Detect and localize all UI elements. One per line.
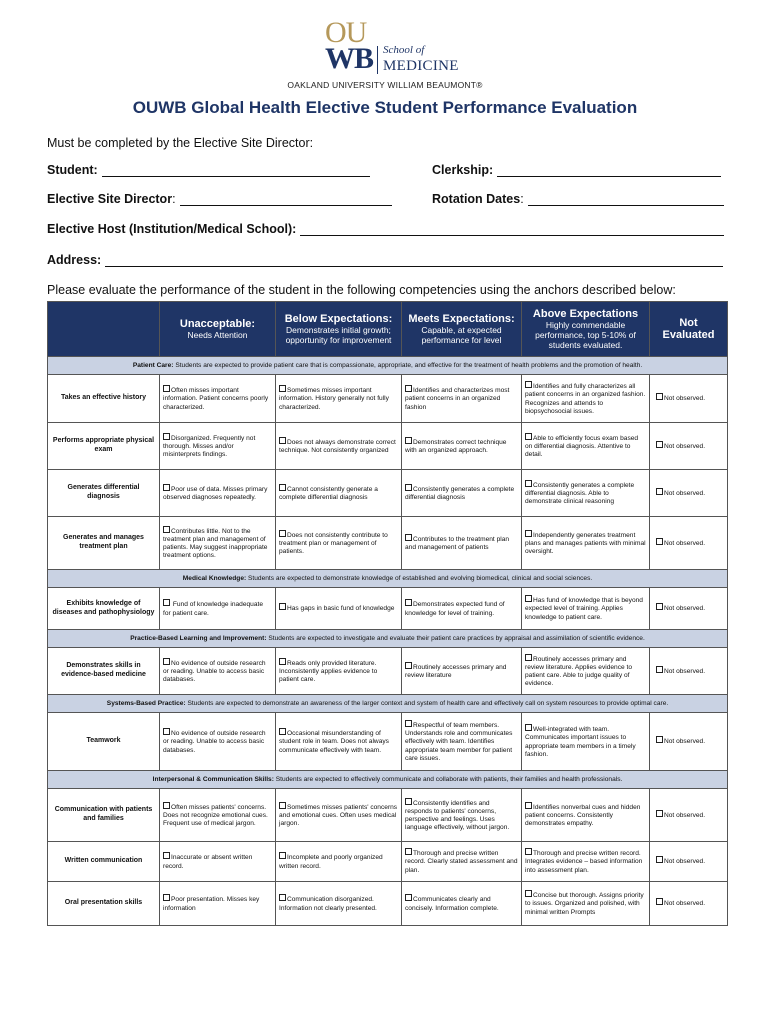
checkbox-icon[interactable] [163, 728, 170, 735]
rating-option-below[interactable] [276, 713, 402, 771]
rating-option-text: Thorough and precise written record. Clearly stated assessment and plan. [405, 850, 518, 874]
rating-option-text: Identifies nonverbal cues and hidden patient concerns. Consistently demonstrates empathy. [525, 803, 641, 828]
checkbox-icon[interactable] [279, 852, 286, 859]
rating-option-above[interactable] [522, 517, 650, 570]
rating-option-above[interactable] [522, 588, 650, 630]
competency-label: Performs appropriate physical exam [48, 423, 160, 470]
header-below [276, 302, 402, 357]
rating-option-above[interactable] [522, 842, 650, 882]
checkbox-icon[interactable] [163, 894, 170, 901]
table-row [48, 648, 728, 695]
checkbox-icon[interactable] [525, 381, 532, 388]
site-director-colon: : [172, 192, 176, 206]
checkbox-icon[interactable] [279, 658, 286, 665]
header-above [522, 302, 650, 357]
checkbox-icon[interactable] [525, 724, 532, 731]
rating-option-meets[interactable] [402, 789, 522, 842]
checkbox-icon[interactable] [405, 894, 412, 901]
rating-option-meets[interactable] [402, 648, 522, 695]
clerkship-field[interactable] [432, 163, 721, 177]
section-label: Interpersonal & Communication Skills: [152, 776, 274, 783]
rotation-dates-field[interactable] [432, 192, 724, 206]
section-description [48, 357, 728, 375]
rating-option-not[interactable] [650, 789, 728, 842]
rating-option-meets[interactable] [402, 470, 522, 517]
table-header-row [48, 302, 728, 357]
rating-option-text: Communicates clearly and concisely. Information complete. [405, 896, 499, 912]
rating-option-text: Thorough and precise written record. Integrates evidence – based information into assessment plan. [525, 850, 643, 874]
rating-option-text: Cannot consistently generate a complete differential diagnosis [279, 485, 378, 501]
rating-option-not[interactable] [650, 470, 728, 517]
checkbox-icon[interactable] [656, 736, 663, 743]
section-label: Systems-Based Practice: [106, 700, 186, 707]
checkbox-icon[interactable] [405, 437, 412, 444]
rating-option-unacceptable[interactable] [160, 882, 276, 926]
rating-option-text: Not observed. [664, 605, 706, 613]
address-field[interactable] [47, 253, 723, 267]
section-text: Students are expected to effectively communicate and collaborate with patients, their families and health professionals. [273, 776, 623, 783]
rating-option-unacceptable[interactable] [160, 842, 276, 882]
table-row [48, 423, 728, 470]
rating-option-text: Independently generates treatment plans and manages patients with minimal oversight. [525, 531, 646, 556]
rating-option-text: Concise but thorough. Assigns priority to issues. Organized and polished, with minimal written Prompts [525, 892, 644, 916]
competency-label: Demonstrates skills in evidence-based medicine [48, 648, 160, 695]
rating-option-text: Has fund of knowledge that is beyond expected level of training. Applies knowledge to patient care. [525, 597, 643, 621]
header-above-title: Above Expectations [532, 308, 639, 320]
checkbox-icon[interactable] [656, 393, 663, 400]
rating-option-not[interactable] [650, 375, 728, 423]
section-description [48, 771, 728, 789]
site-director-line[interactable] [180, 193, 392, 206]
header-unacceptable [160, 302, 276, 357]
header-meets [402, 302, 522, 357]
logo-divider [377, 46, 378, 74]
rating-option-text: Poor use of data. Misses primary observed diagnoses repeatedly. [163, 485, 268, 501]
checkbox-icon[interactable] [405, 599, 412, 606]
logo-ou-text: OU [325, 16, 367, 49]
checkbox-icon[interactable] [279, 728, 286, 735]
rating-option-text: Contributes little. Not to the treatment plan and management of patients. May suggest inappropriate treatment options. [163, 527, 268, 560]
logo-medicine: MEDICINE [383, 58, 459, 74]
rating-option-text: No evidence of outside research or reading. Unable to access basic databases. [163, 730, 266, 754]
rating-option-meets[interactable] [402, 423, 522, 470]
rating-option-text: Sometimes misses patients' concerns and emotional cues. Often uses medical jargon. [279, 803, 398, 828]
header-above-sub: Highly commendable performance, top 5-10% of students evaluated. [535, 320, 636, 350]
checkbox-icon[interactable] [525, 802, 532, 809]
rating-option-above[interactable] [522, 470, 650, 517]
checkbox-icon[interactable] [279, 437, 286, 444]
instructions: Please evaluate the performance of the student in the following competencies using the anchors described below: [47, 283, 676, 297]
header-not-evaluated: Not Evaluated [650, 302, 728, 357]
rating-option-unacceptable[interactable] [160, 375, 276, 423]
checkbox-icon[interactable] [656, 441, 663, 448]
rating-option-text: Sometimes misses important information. History generally not fully characterized. [279, 387, 389, 411]
rating-option-text: Disorganized. Frequently not thorough. Misses and/or misinterprets findings. [163, 434, 256, 459]
rating-option-text: Routinely accesses primary and review literature [405, 663, 507, 679]
checkbox-icon[interactable] [525, 433, 532, 440]
header-meets-title: Meets Expectations: [408, 313, 515, 325]
checkbox-icon[interactable] [405, 385, 412, 392]
rating-option-above[interactable] [522, 648, 650, 695]
rating-option-text: Does not consistently contribute to treatment plan or management of patients. [279, 531, 388, 556]
page-subtitle: Must be completed by the Elective Site Director: [47, 136, 314, 150]
section-header-row [48, 357, 728, 375]
checkbox-icon[interactable] [405, 848, 412, 855]
table-row [48, 588, 728, 630]
rating-option-below[interactable] [276, 648, 402, 695]
site-director-label: Elective Site Director [47, 192, 173, 206]
rating-option-text: Incomplete and poorly organized written record. [279, 854, 383, 870]
checkbox-icon[interactable] [163, 433, 170, 440]
rating-option-unacceptable[interactable] [160, 517, 276, 570]
checkbox-icon[interactable] [279, 530, 286, 537]
header-below-title: Below Expectations: [284, 313, 393, 325]
checkbox-icon[interactable] [405, 720, 412, 727]
rating-option-not[interactable] [650, 842, 728, 882]
host-line[interactable] [300, 223, 724, 236]
rating-option-below[interactable] [276, 882, 402, 926]
checkbox-icon[interactable] [405, 798, 412, 805]
checkbox-icon[interactable] [525, 530, 532, 537]
rating-option-text: Demonstrates expected fund of knowledge for level of training. [405, 601, 505, 617]
rating-option-text: Consistently generates a complete differential diagnosis [405, 485, 515, 501]
rating-option-text: Not observed. [664, 442, 706, 450]
table-row [48, 842, 728, 882]
rating-option-text: Reads only provided literature. Inconsistently applies evidence to patient care. [279, 659, 378, 684]
section-description [48, 630, 728, 648]
table-row [48, 375, 728, 423]
section-header-row [48, 630, 728, 648]
table-row [48, 713, 728, 771]
section-label: Patient Care: [132, 362, 174, 369]
rating-option-text: Well-integrated with team. Communicates important issues to appropriate team members in a timely fashion. [525, 726, 636, 758]
rating-option-meets[interactable] [402, 713, 522, 771]
section-header-row [48, 771, 728, 789]
rating-option-below[interactable] [276, 789, 402, 842]
rating-option-text: No evidence of outside research or reading. Unable to access basic databases. [163, 659, 266, 684]
page-title: OUWB Global Health Elective Student Performance Evaluation [132, 98, 638, 117]
rating-option-not[interactable] [650, 423, 728, 470]
rating-option-below[interactable] [276, 517, 402, 570]
checkbox-icon[interactable] [656, 488, 663, 495]
checkbox-icon[interactable] [163, 526, 170, 533]
competency-label: Written communication [48, 842, 160, 882]
rating-option-text: Inaccurate or absent written record. [163, 854, 253, 870]
rating-option-text: Consistently generates a complete differential diagnosis. Able to demonstrate clinical reasoning [525, 481, 635, 506]
checkbox-icon[interactable] [656, 538, 663, 545]
section-header-row [48, 570, 728, 588]
rating-option-not[interactable] [650, 517, 728, 570]
rating-option-text: Not observed. [664, 539, 706, 547]
header-below-sub: Demonstrates initial growth; opportunity for improvement [285, 325, 392, 345]
rating-option-above[interactable] [522, 789, 650, 842]
rating-option-unacceptable[interactable] [160, 470, 276, 517]
checkbox-icon[interactable] [525, 890, 532, 897]
checkbox-icon[interactable] [279, 603, 286, 610]
checkbox-icon[interactable] [405, 534, 412, 541]
checkbox-icon[interactable] [525, 480, 532, 487]
rating-option-below[interactable] [276, 423, 402, 470]
rating-option-text: Does not always demonstrate correct technique. Not consistently organized [279, 438, 396, 454]
checkbox-icon[interactable] [525, 848, 532, 855]
rating-option-above[interactable] [522, 375, 650, 423]
checkbox-icon[interactable] [525, 595, 532, 602]
rotation-dates-label: Rotation Dates [432, 192, 521, 206]
checkbox-icon[interactable] [279, 484, 286, 491]
checkbox-icon[interactable] [405, 484, 412, 491]
competency-label: Communication with patients and families [48, 789, 160, 842]
rating-option-meets[interactable] [402, 375, 522, 423]
rating-option-text: Identifies and fully characterizes all patient concerns in an organized fashion. Recognizes and attends to biopsychosocial issues. [525, 383, 646, 415]
rating-option-text: Communication disorganized. Information not clearly presented. [279, 896, 377, 912]
rating-option-text: Often misses patients' concerns. Does not recognize emotional cues. Frequent use of medical jargon. [163, 803, 268, 828]
rating-option-text: Poor presentation. Misses key information [163, 896, 260, 912]
table-row [48, 789, 728, 842]
section-description [48, 570, 728, 588]
checkbox-icon[interactable] [279, 894, 286, 901]
rotation-dates-colon: : [520, 192, 524, 206]
rating-option-below[interactable] [276, 842, 402, 882]
checkbox-icon[interactable] [405, 662, 412, 669]
competency-label: Oral presentation skills [48, 882, 160, 926]
rating-option-below[interactable] [276, 375, 402, 423]
site-director-field[interactable] [47, 192, 392, 206]
rating-option-text: Not observed. [664, 395, 706, 403]
checkbox-icon[interactable] [163, 599, 170, 606]
rating-option-text: Routinely accesses primary and review literature. Applies evidence to patient care. Able to judge quality of evidence. [525, 655, 633, 688]
rating-option-text: Identifies and characterizes most patient concerns in an organized fashion [405, 387, 510, 411]
section-label: Medical Knowledge: [182, 575, 247, 582]
student-label: Student: [47, 163, 98, 177]
rating-option-below[interactable] [276, 470, 402, 517]
checkbox-icon[interactable] [656, 898, 663, 905]
student-field[interactable] [47, 163, 370, 177]
rating-option-not[interactable] [650, 588, 728, 630]
checkbox-icon[interactable] [656, 856, 663, 863]
host-label: Elective Host (Institution/Medical School): [47, 222, 297, 236]
rating-option-unacceptable[interactable] [160, 713, 276, 771]
student-line[interactable] [102, 164, 370, 177]
competency-label: Teamwork [48, 713, 160, 771]
host-field[interactable] [47, 222, 724, 236]
rating-option-not[interactable] [650, 882, 728, 926]
section-text: Students are expected to demonstrate an awareness of the larger context and system of health care and effectively call on system resources to provide optimal care. [185, 700, 669, 707]
rating-option-text: Consistently identifies and responds to patients' concerns, perspective and feelings. Uses language effectively, without jargon. [405, 799, 510, 832]
checkbox-icon[interactable] [279, 385, 286, 392]
checkbox-icon[interactable] [656, 603, 663, 610]
rating-option-text: Not observed. [664, 811, 706, 819]
section-description [48, 695, 728, 713]
logo-wb-text: WB [325, 42, 374, 75]
rating-option-above[interactable] [522, 713, 650, 771]
rating-option-text: Not observed. [664, 858, 706, 866]
logo-school-of: School of [383, 44, 425, 56]
competency-label: Exhibits knowledge of diseases and pathophysiology [48, 588, 160, 630]
rating-option-above[interactable] [522, 882, 650, 926]
rating-option-text: Occasional misunderstanding of student role in team. Does not always communicate effectively with team. [279, 730, 389, 754]
header-competency-blank [48, 302, 160, 357]
competency-label: Generates and manages treatment plan [48, 517, 160, 570]
rating-option-meets[interactable] [402, 517, 522, 570]
rating-option-unacceptable[interactable] [160, 423, 276, 470]
address-line[interactable] [105, 254, 723, 267]
header-unacceptable-title: Unacceptable: [179, 318, 256, 330]
checkbox-icon[interactable] [163, 385, 170, 392]
header-unacceptable-sub: Needs Attention [187, 330, 248, 340]
evaluation-table [47, 301, 728, 926]
competency-label: Generates differential diagnosis [48, 470, 160, 517]
clerkship-line[interactable] [497, 164, 721, 177]
clerkship-label: Clerkship: [432, 163, 494, 177]
rating-option-text: Not observed. [664, 489, 706, 497]
section-text: Students are expected to demonstrate knowledge of established and evolving biomedical, clinical and social sciences. [246, 575, 593, 582]
rating-option-meets[interactable] [402, 882, 522, 926]
checkbox-icon[interactable] [163, 484, 170, 491]
section-text: Students are expected to investigate and evaluate their patient care practices by appraisal and assimilation of scientific evidence. [266, 635, 645, 642]
rating-option-text: Has gaps in basic fund of knowledge [287, 605, 395, 613]
rotation-dates-line[interactable] [528, 193, 724, 206]
rating-option-unacceptable[interactable] [160, 588, 276, 630]
rating-option-text: Not observed. [664, 667, 706, 675]
rating-option-text: Fund of knowledge inadequate for patient care. [163, 601, 264, 617]
checkbox-icon[interactable] [656, 666, 663, 673]
rating-option-text: Not observed. [664, 900, 706, 908]
rating-option-meets[interactable] [402, 588, 522, 630]
rating-option-meets[interactable] [402, 842, 522, 882]
section-header-row [48, 695, 728, 713]
rating-option-above[interactable] [522, 423, 650, 470]
rating-option-text: Not observed. [664, 738, 706, 746]
table-row [48, 517, 728, 570]
section-label: Practice-Based Learning and Improvement: [130, 635, 267, 642]
address-label: Address: [47, 253, 102, 267]
table-row [48, 470, 728, 517]
rating-option-text: Often misses important information. Patient concerns poorly characterized. [163, 387, 269, 411]
checkbox-icon[interactable] [163, 852, 170, 859]
rating-option-not[interactable] [650, 713, 728, 771]
checkbox-icon[interactable] [279, 802, 286, 809]
rating-option-text: Respectful of team members. Understands role and communicates effectively with team. Identifies appropriate team member for patient care issues. [405, 721, 513, 762]
ouwb-logo [325, 18, 465, 76]
header-meets-sub: Capable, at expected performance for level [421, 325, 502, 345]
checkbox-icon[interactable] [656, 810, 663, 817]
rating-option-unacceptable[interactable] [160, 648, 276, 695]
rating-option-not[interactable] [650, 648, 728, 695]
section-text: Students are expected to provide patient care that is compassionate, appropriate, and effective for the treatment of health problems and the promotion of health. [173, 362, 643, 369]
university-name: OAKLAND UNIVERSITY WILLIAM BEAUMONT® [287, 80, 483, 90]
rating-option-below[interactable] [276, 588, 402, 630]
checkbox-icon[interactable] [525, 654, 532, 661]
table-row [48, 882, 728, 926]
rating-option-text: Demonstrates correct technique with an organized approach. [405, 438, 507, 454]
checkbox-icon[interactable] [163, 802, 170, 809]
competency-label: Takes an effective history [48, 375, 160, 423]
rating-option-text: Able to efficiently focus exam based on differential diagnosis. Attentive to detail. [525, 434, 639, 459]
rating-option-text: Contributes to the treatment plan and management of patients [405, 535, 510, 551]
rating-option-unacceptable[interactable] [160, 789, 276, 842]
checkbox-icon[interactable] [163, 658, 170, 665]
